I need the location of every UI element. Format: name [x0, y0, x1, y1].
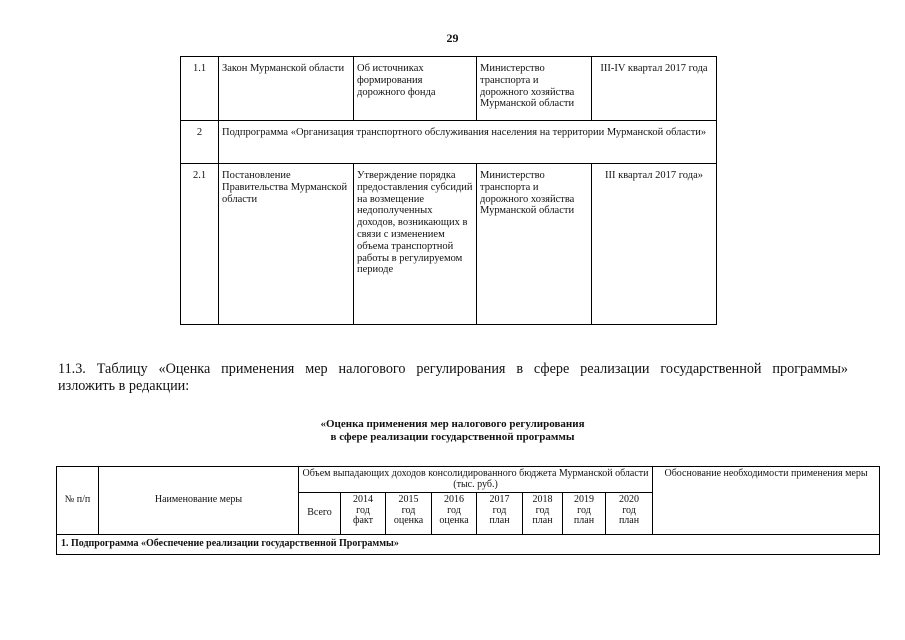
row-number: 1.1 — [181, 57, 219, 121]
table-row — [57, 535, 880, 555]
table-row — [181, 57, 717, 121]
year-header: 2015 год оценка — [386, 493, 432, 535]
tax-regulation-table — [56, 466, 880, 555]
col-volume-header: Объем выпадающих доходов консолидированного бюджета Мурманской области (тыс. руб.) — [299, 467, 653, 493]
responsible-executor: Министерство транспорта и дорожного хозяйства Мурманской области — [477, 164, 592, 325]
table-title — [0, 418, 905, 444]
year-header: 2019 год план — [563, 493, 606, 535]
row-number: 2.1 — [181, 164, 219, 325]
paragraph-line: изложить в редакции: — [58, 378, 190, 394]
year-header: 2017 год план — [477, 493, 523, 535]
document-subject: Утверждение порядка предоставления субсидий на возмещение недополученных доходов, возникающих в связи с изменением объема транспортной работы в регулируемом периоде — [354, 164, 477, 325]
col-name-header: Наименование меры — [99, 467, 299, 535]
document-subject: Об источниках формирования дорожного фонда — [354, 57, 477, 121]
year-header: 2018 год план — [523, 493, 563, 535]
table-row — [181, 121, 717, 164]
responsible-executor: Министерство транспорта и дорожного хозяйства Мурманской области — [477, 57, 592, 121]
deadline: III квартал 2017 года» — [592, 164, 717, 325]
row-number: 2 — [181, 121, 219, 164]
amendment-paragraph — [58, 361, 848, 395]
col-total-header: Всего — [299, 493, 341, 535]
year-header: 2016 год оценка — [432, 493, 477, 535]
page-number: 29 — [446, 31, 459, 45]
section-row: 1. Подпрограмма «Обеспечение реализации государственной Программы» — [57, 535, 880, 555]
col-number-header: № п/п — [57, 467, 99, 535]
subprogram-title: Подпрограмма «Организация транспортного обслуживания населения на территории Мурманской области» — [219, 121, 717, 164]
paragraph-line: 11.3. Таблицу «Оценка применения мер налогового регулирования в сфере реализации государственной программы» — [58, 361, 848, 377]
year-header: 2014 год факт — [341, 493, 386, 535]
year-header: 2020 год план — [606, 493, 653, 535]
deadline: III-IV квартал 2017 года — [592, 57, 717, 121]
table-title-line: «Оценка применения мер налогового регулирования — [320, 418, 585, 430]
document-type: Закон Мурманской области — [219, 57, 354, 121]
table-row — [181, 164, 717, 325]
measures-table — [180, 56, 717, 325]
document-type: Постановление Правительства Мурманской области — [219, 164, 354, 325]
table-title-line: в сфере реализации государственной программы — [330, 431, 575, 443]
col-reason-header: Обоснование необходимости применения меры — [653, 467, 880, 535]
